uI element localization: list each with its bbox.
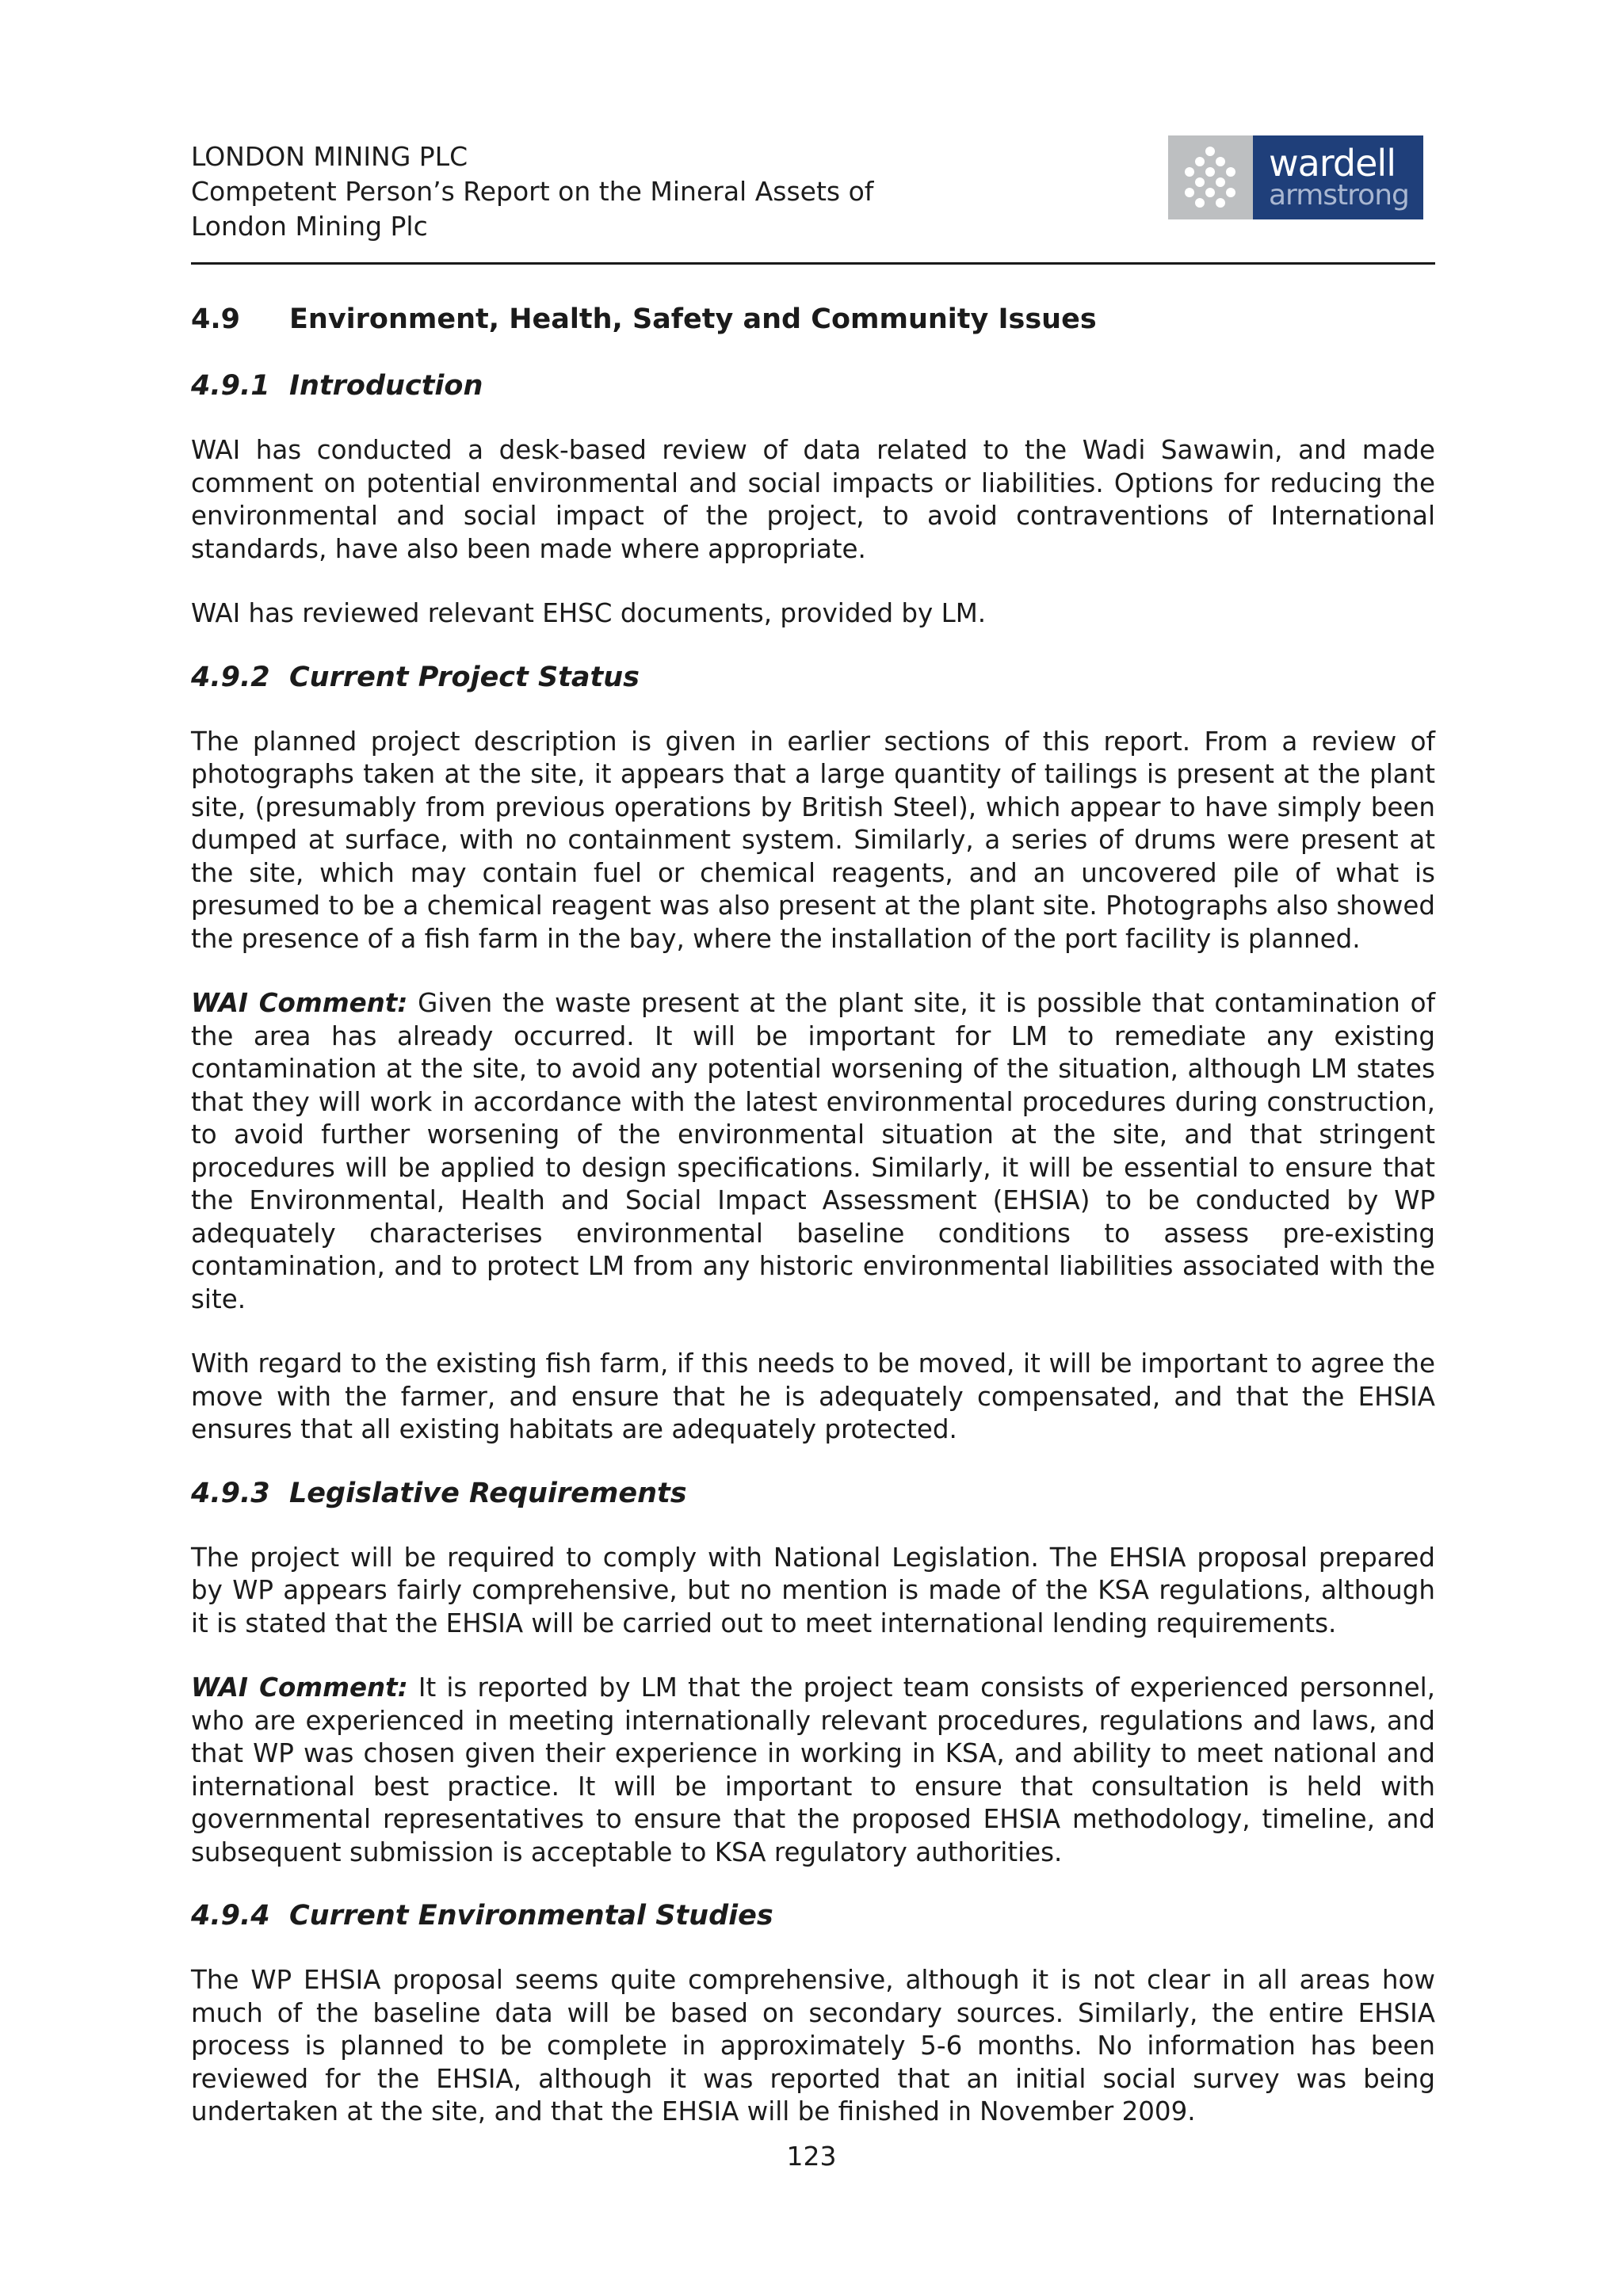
header-report-line-1: Competent Person’s Report on the Mineral Assets of	[191, 176, 874, 207]
subsection-number: 4.9.4	[191, 1900, 270, 1932]
section-number: 4.9	[191, 303, 241, 335]
header-company: LONDON MINING PLC	[191, 141, 468, 172]
paragraph: The planned project description is given in earlier sections of this report. From a review of photographs taken at the site, it appears that a large quantity of tailings is present at the plant site, (presumably from previous operations by British Steel), which appear to have simply been dumped at surface, with no containment system. Similarly, a series of drums were present at the site, which may contain fuel or chemical reagents, and an uncovered pile of what is presumed to be a chemical reagent was also present at the plant site. Photographs also showed the presence of a fish farm in the bay, where the installation of the port facility is planned.	[191, 726, 1435, 954]
wardell-armstrong-logo	[1168, 135, 1423, 219]
subsection-heading	[191, 1896, 1435, 1936]
header-divider	[191, 262, 1435, 265]
header-report-line-2: London Mining Plc	[191, 211, 428, 242]
section-title: Environment, Health, Safety and Community Issues	[289, 303, 1097, 335]
subsection-heading	[191, 366, 1435, 406]
dots-diamond-icon	[1168, 135, 1253, 219]
running-header	[191, 139, 873, 244]
paragraph: The WP EHSIA proposal seems quite comprehensive, although it is not clear in all areas how much of the baseline data will be based on secondary sources. Similarly, the entire EHSIA process is planned to be complete in approximately 5-6 months. No information has been reviewed for the EHSIA, although it was reported that an initial social survey was being undertaken at the site, and that the EHSIA will be finished in November 2009.	[191, 1965, 1435, 2126]
wai-comment-paragraph	[191, 987, 1435, 1316]
subsection-number: 4.9.1	[191, 370, 270, 402]
subsection-heading	[191, 658, 1435, 697]
subsection-number: 4.9.3	[191, 1477, 270, 1509]
page-body	[191, 299, 1435, 2129]
comment-label: WAI Comment:	[191, 988, 408, 1018]
logo-name: wardell	[1269, 142, 1396, 185]
subsection-title: Current Project Status	[289, 661, 640, 693]
wai-comment-paragraph	[191, 1672, 1435, 1869]
subsection-title: Introduction	[289, 370, 483, 402]
comment-text: Given the waste present at the plant site, it is possible that contamination of the area has already occurred. It will be important for LM to remediate any existing contamination at the site, to avoid any potential worsening of the situation, although LM states that they will work in accordance with the latest environmental procedures during construction, to avoid further worsening of the environmental situation at the site, and that stringent procedures will be applied to design specifications. Similarly, it will be essential to ensure that the Environmental, Health and Social Impact Assessment (EHSIA) to be conducted by WP adequately characterises environmental baseline conditions to assess pre-existing contamination, and to protect LM from any historic environmental liabilities associated with the site.	[191, 988, 1436, 1314]
subsection-title: Current Environmental Studies	[289, 1900, 773, 1932]
subsection-number: 4.9.2	[191, 661, 270, 693]
subsection-title: Legislative Requirements	[289, 1477, 687, 1509]
logo-wordmark	[1253, 135, 1423, 219]
paragraph: With regard to the existing fish farm, if this needs to be moved, it will be important to agree the move with the farmer, and ensure that he is adequately compensated, and that the EHSIA ensures that all existing habitats are adequately protected.	[191, 1348, 1435, 1444]
paragraph: The project will be required to comply with National Legislation. The EHSIA proposal prepared by WP appears fairly comprehensive, but no mention is made of the KSA regulations, although it is stated that the EHSIA will be carried out to meet international lending requirements.	[191, 1542, 1435, 1638]
subsection-heading	[191, 1474, 1435, 1513]
comment-text: It is reported by LM that the project team consists of experienced personnel, who are experienced in meeting internationally relevant procedures, regulations and laws, and that WP was chosen given their experience in working in KSA, and ability to meet national and international best practice. It will be important to ensure that consultation is held with governmental representatives to ensure that the proposed EHSIA methodology, timeline, and subsequent submission is acceptable to KSA regulatory authorities.	[191, 1672, 1435, 1867]
logo-subname: armstrong	[1269, 179, 1409, 212]
paragraph: WAI has conducted a desk-based review of data related to the Wadi Sawawin, and made comment on potential environmental and social impacts or liabilities. Options for reducing the environmental and social impact of the project, to avoid contraventions of International standards, have also been made where appropriate.	[191, 435, 1435, 564]
comment-label: WAI Comment:	[191, 1672, 408, 1703]
section-heading	[191, 299, 1435, 339]
page-number: 123	[786, 2141, 837, 2172]
paragraph: WAI has reviewed relevant EHSC documents, provided by LM.	[191, 598, 987, 628]
